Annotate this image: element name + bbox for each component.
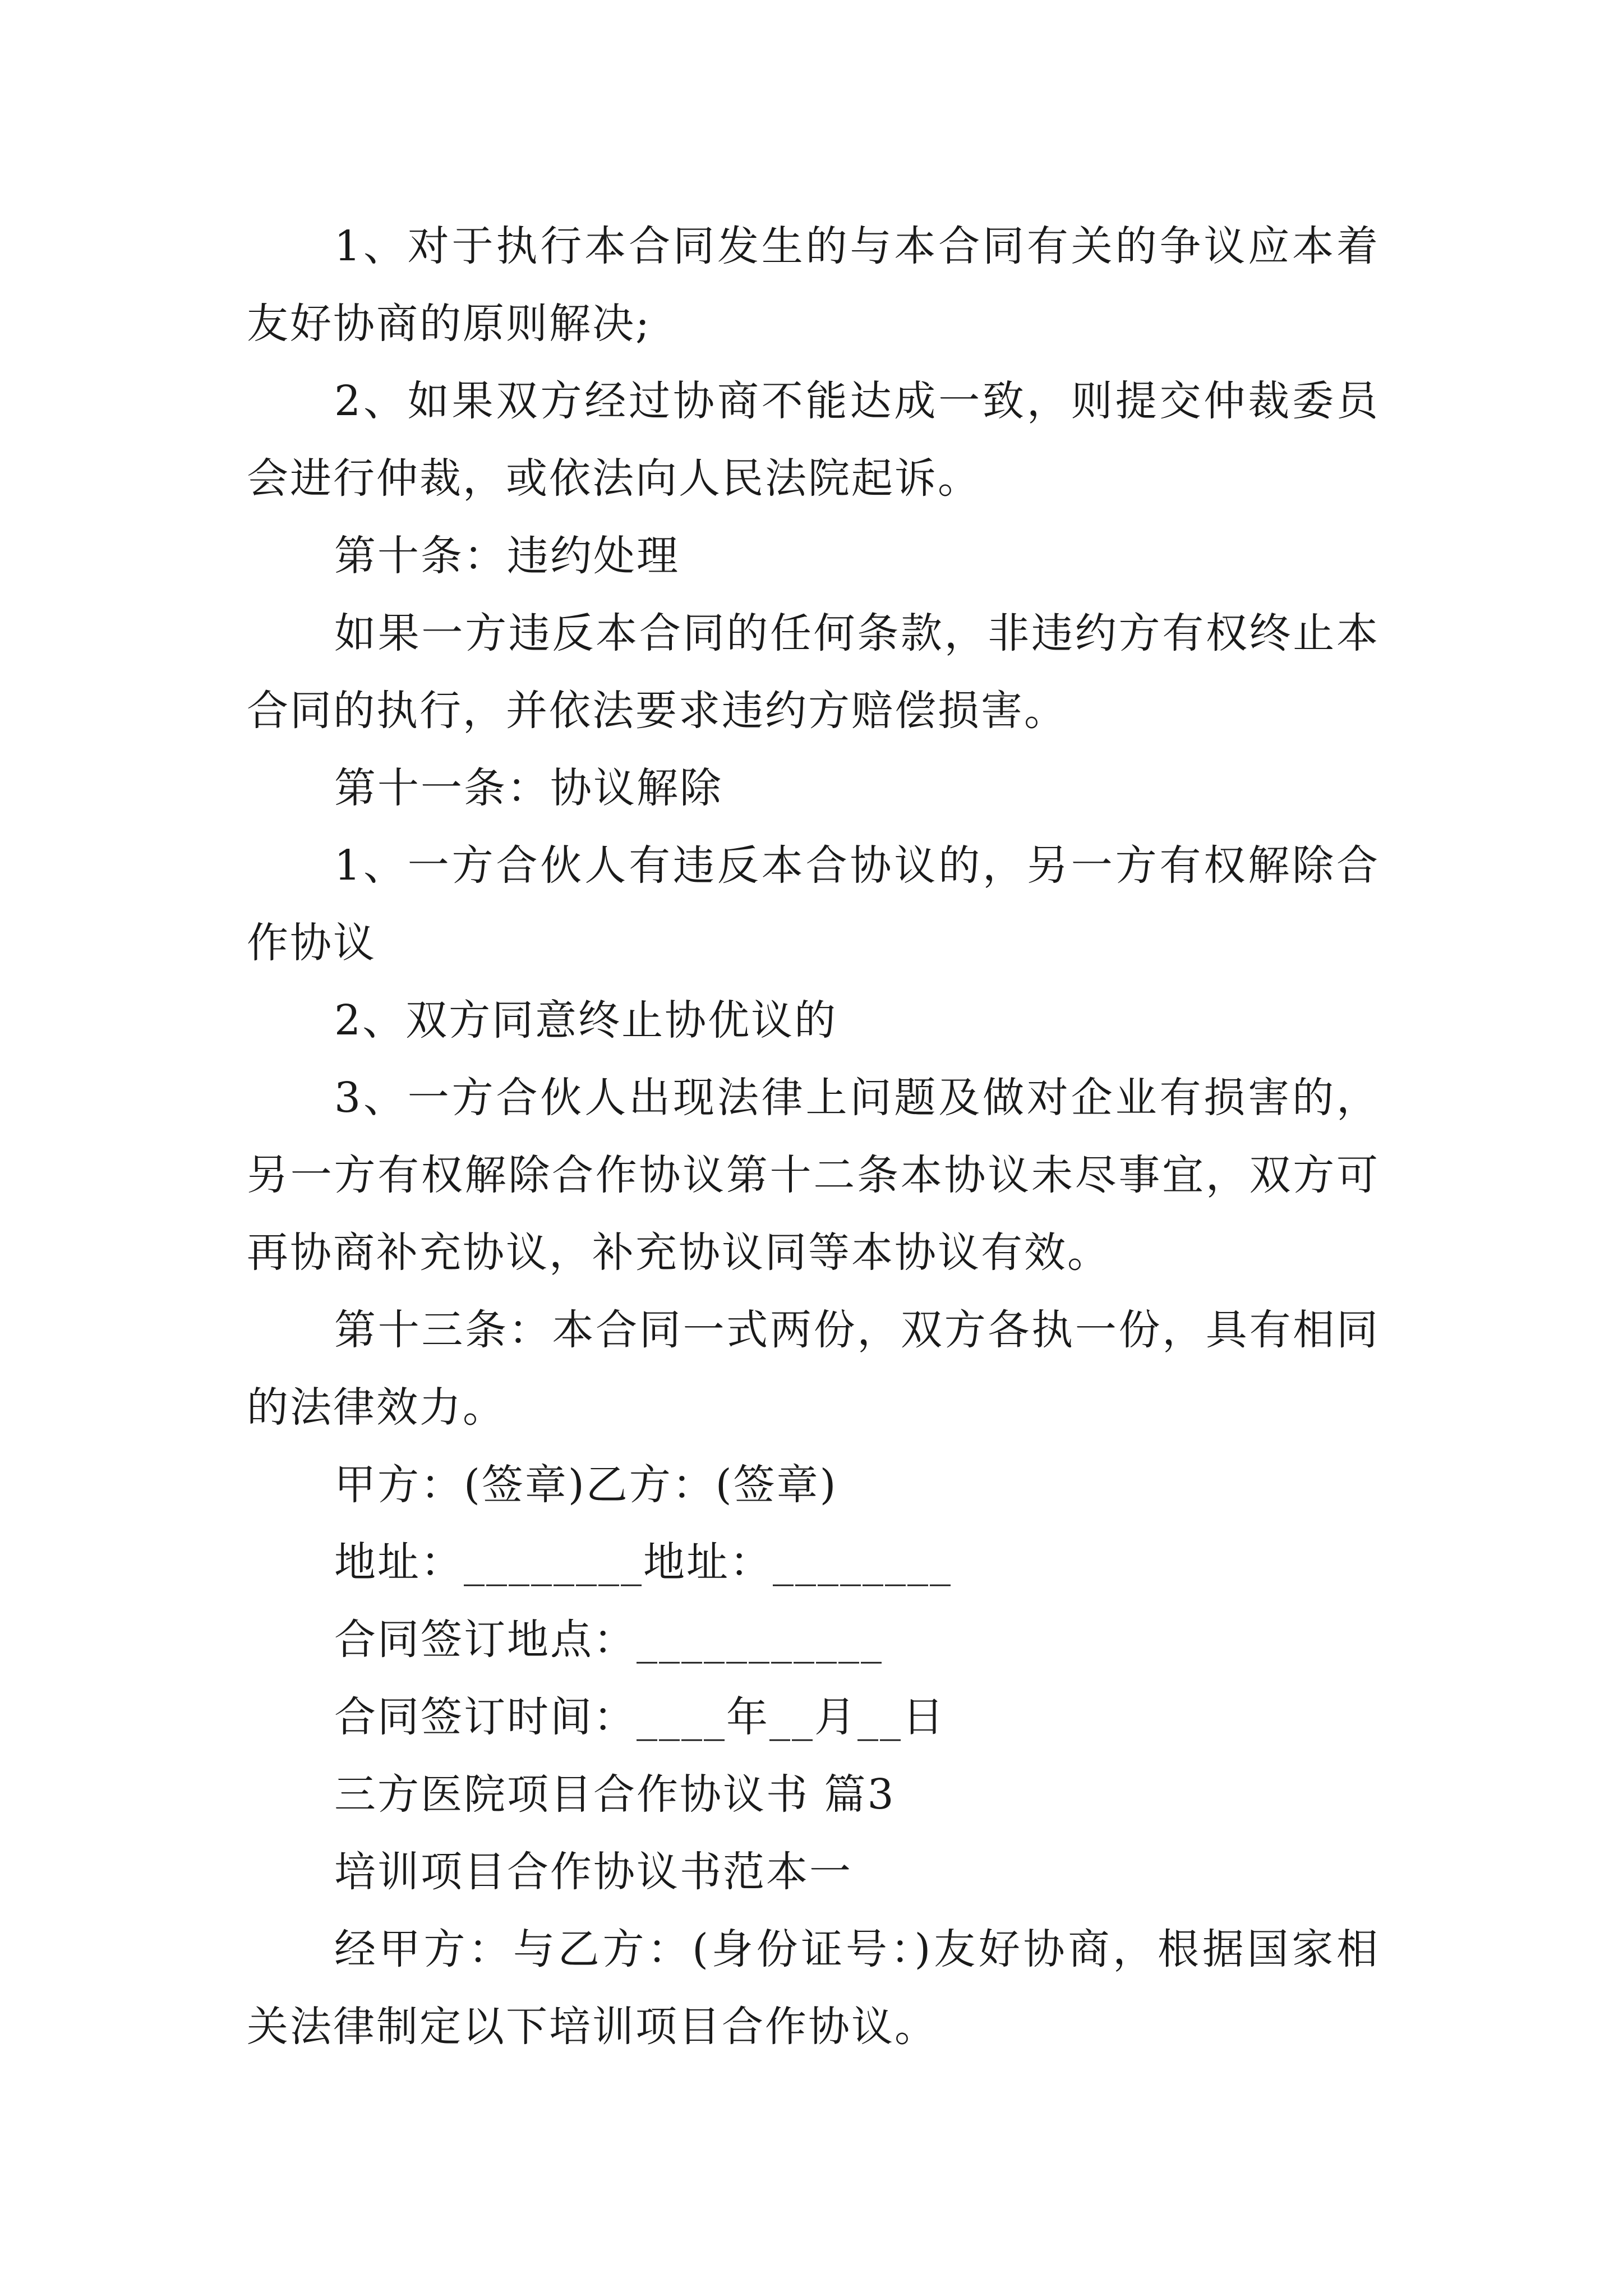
signing-date-line: 合同签订时间：____年__月__日 <box>334 1693 946 1741</box>
paragraph-dispute-1: 1、对于执行本合同发生的与本合同有关的争议应本着友好协商的原则解决; <box>247 222 1380 348</box>
paragraph-breach: 如果一方违反本合同的任何条款，非违约方有权终止本合同的执行，并依法要求违约方赔偿损害。 <box>247 609 1380 735</box>
paragraph-termination-2: 2、双方同意终止协优议的 <box>334 996 838 1045</box>
paragraph-dispute-2: 2、如果双方经过协商不能达成一致，则提交仲裁委员会进行仲裁，或依法向人民法院起诉。 <box>247 377 1380 503</box>
heading-article-11: 第十一条：协议解除 <box>334 764 723 812</box>
heading-article-10: 第十条：违约处理 <box>334 532 680 580</box>
section-title: 三方医院项目合作协议书 篇3 <box>334 1770 896 1819</box>
address-line: 地址：________地址：________ <box>334 1538 952 1586</box>
signing-place-line: 合同签订地点：___________ <box>334 1616 883 1664</box>
signature-line: 甲方：(签章)乙方：(签章) <box>334 1461 838 1509</box>
paragraph-article-13: 第十三条：本合同一式两份，双方各执一份，具有相同的法律效力。 <box>247 1306 1380 1432</box>
paragraph-termination-3: 3、一方合伙人出现法律上问题及做对企业有损害的，另一方有权解除合作协议第十二条本协议未尽事宜，双方可再协商补充协议，补充协议同等本协议有效。 <box>247 1074 1380 1277</box>
document-body <box>247 208 1380 2065</box>
sample-title: 培训项目合作协议书范本一 <box>334 1848 852 1896</box>
paragraph-intro: 经甲方：与乙方：(身份证号：)友好协商，根据国家相关法律制定以下培训项目合作协议。 <box>247 1925 1380 2051</box>
paragraph-termination-1: 1、一方合伙人有违反本合协议的，另一方有权解除合作协议 <box>247 841 1380 967</box>
